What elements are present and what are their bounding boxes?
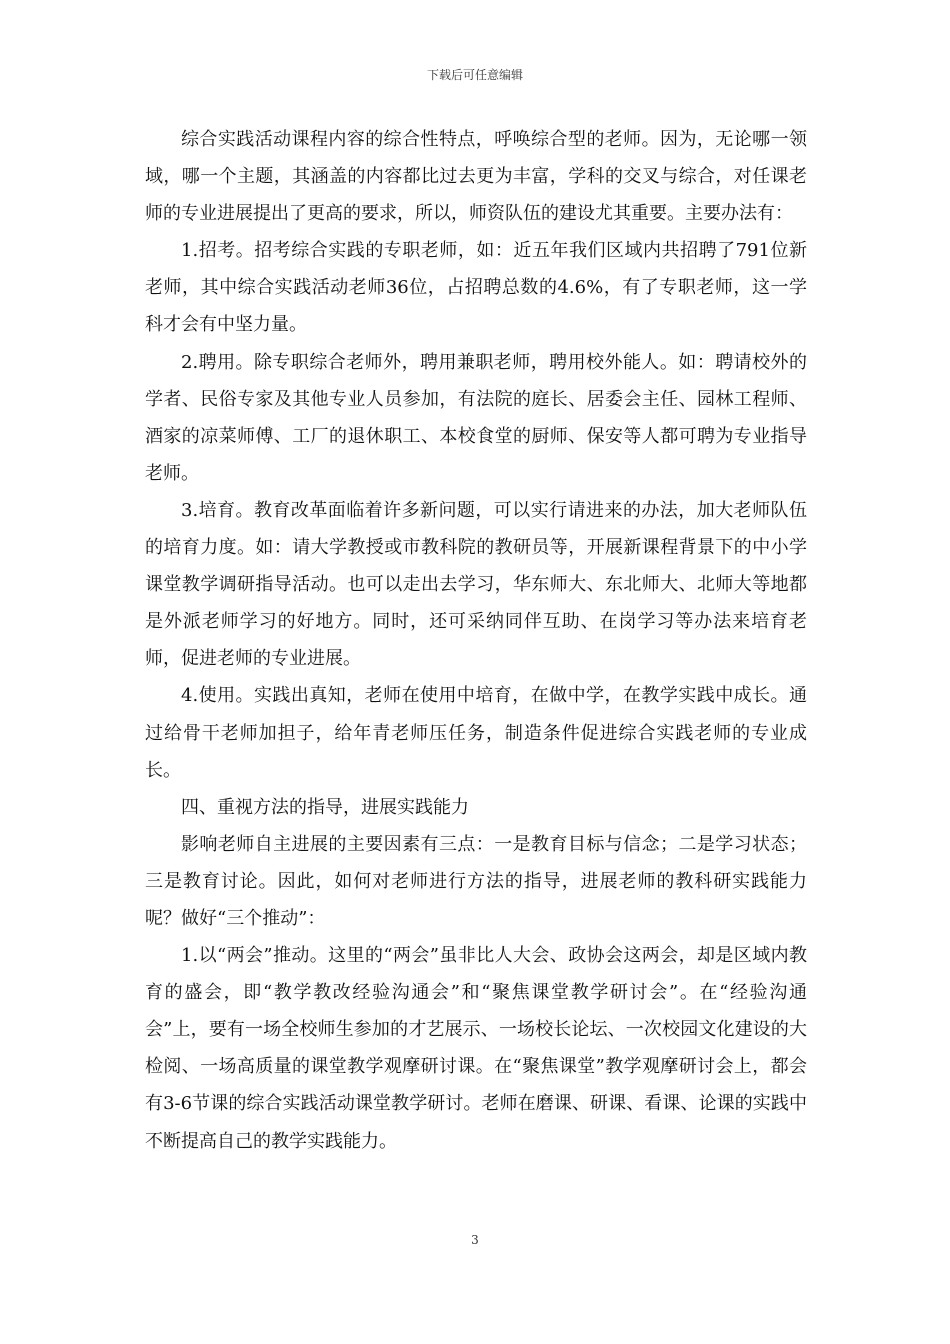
section-heading: 四、重视方法的指导，进展实践能力 [181,796,469,818]
page-number: 3 [471,1233,479,1247]
paragraph-training: 3.培育。教育改革面临着许多新问题，可以实行请进来的办法，加大老师队伍的培育力度。如：请大学教授或市教科院的教研员等，开展新课程背景下的中小学课堂教学调研指导活动。也可以走出去学习，华东师大、东北师大、北师大等地都是外派老师学习的好地方。同时，还可采纳同伴互助、在岗学习等办法来培育老师，促进老师的专业进展。 [145,499,807,670]
paragraph-intro: 综合实践活动课程内容的综合性特点，呼唤综合型的老师。因为，无论哪一领域，哪一个主题，其涵盖的内容都比过去更为丰富，学科的交叉与综合，对任课老师的专业进展提出了更高的要求，所以，师资队伍的建设尤其重要。主要办法有： [145,129,807,225]
paragraph-usage: 4.使用。实践出真知，老师在使用中培育，在做中学，在教学实践中成长。通过给骨干老师加担子，给年青老师压任务，制造条件促进综合实践老师的专业成长。 [145,685,807,781]
paragraph-two-meetings: 1.以“两会”推动。这里的“两会”虽非比人大会、政协会这两会，却是区域内教育的盛会，即“教学教改经验沟通会”和“聚焦课堂教学研讨会”。在“经验沟通会”上，要有一场全校师生参加的才艺展示、一场校长论坛、一次校园文化建设的大检阅、一场高质量的课堂教学观摩研讨课。在“聚焦课堂”教学观摩研讨会上，都会有3-6节课的综合实践活动课堂教学研讨。老师在磨课、研课、看课、论课的实践中不断提高自己的教学实践能力。 [145,945,807,1152]
paragraph-hiring: 2.聘用。除专职综合老师外，聘用兼职老师，聘用校外能人。如：聘请校外的学者、民俗专家及其他专业人员参加，有法院的庭长、居委会主任、园林工程师、酒家的凉菜师傅、工厂的退休职工、本校食堂的厨师、保安等人都可聘为专业指导老师。 [145,351,807,484]
document-body [145,121,807,1160]
paragraph-factors: 影响老师自主进展的主要因素有三点：一是教育目标与信念；二是学习状态；三是教育讨论。因此，如何对老师进行方法的指导，进展老师的教科研实践能力呢？做好“三个推动”： [145,833,807,929]
paragraph-recruitment: 1.招考。招考综合实践的专职老师，如：近五年我们区域内共招聘了791位新老师，其中综合实践活动老师36位，占招聘总数的4.6%，有了专职老师，这一学科才会有中坚力量。 [145,240,807,336]
page-header: 下载后可任意编辑 [426,68,523,82]
